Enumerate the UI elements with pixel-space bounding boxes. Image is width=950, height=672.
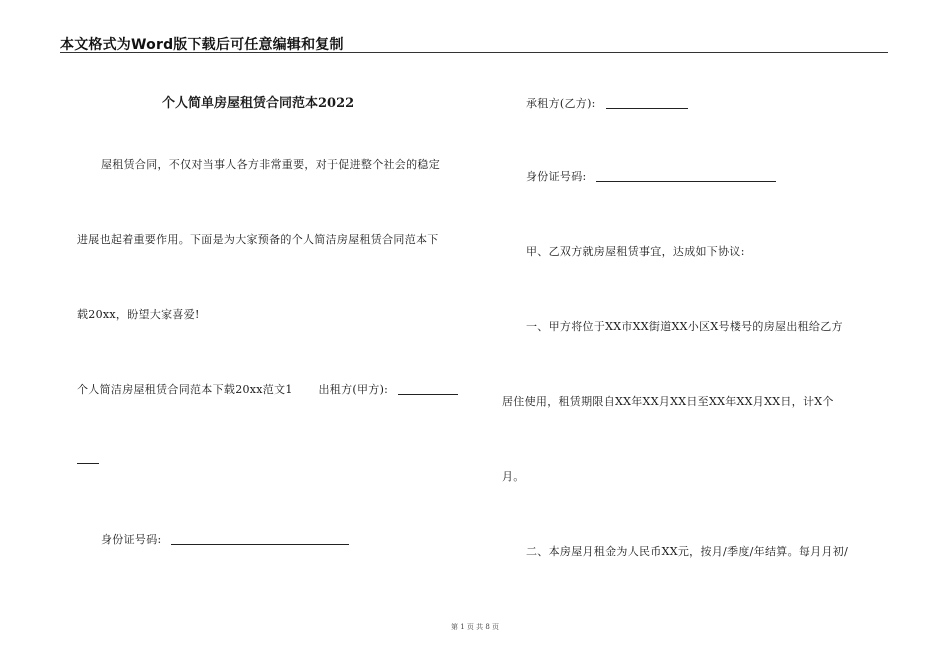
tenant-line — [526, 95, 688, 111]
page-footer: 第 1 页 共 8 页 — [450, 623, 500, 631]
landlord-blank-continuation — [77, 463, 99, 464]
paragraph-line: 载20xx，盼望大家喜爱! — [77, 308, 200, 321]
clause-line: 居住使用，租赁期限自XX年XX月XX日至XX年XX月XX日，计X个 — [502, 395, 834, 408]
agreement-intro: 甲、乙双方就房屋租赁事宜，达成如下协议: — [526, 245, 745, 258]
banner-divider — [60, 52, 888, 53]
landlord-label: 出租方(甲方): — [318, 383, 389, 396]
sample-title-line — [77, 381, 458, 397]
landlord-blank — [398, 383, 458, 395]
clause-line: 月。 — [502, 470, 525, 483]
paragraph-line: 屋租赁合同，不仅对当事人各方非常重要，对于促进整个社会的稳定 — [101, 158, 440, 171]
tenant-blank — [606, 97, 688, 109]
tenant-label: 承租方(乙方): — [526, 97, 596, 110]
sample-title: 个人简洁房屋租赁合同范本下载20xx范文1 — [77, 383, 293, 396]
document-banner: 本文格式为Word版下载后可任意编辑和复制 — [60, 37, 344, 53]
id-label: 身份证号码: — [101, 533, 162, 546]
clause-line: 一、甲方将位于XX市XX街道XX小区X号楼号的房屋出租给乙方 — [526, 320, 843, 333]
tenant-id-label: 身份证号码: — [526, 170, 587, 183]
id-blank — [171, 533, 349, 545]
clause-line: 二、本房屋月租金为人民币XX元，按月/季度/年结算。每月月初/ — [526, 545, 849, 558]
paragraph-line: 进展也起着重要作用。下面是为大家预备的个人简洁房屋租赁合同范本下 — [77, 233, 439, 246]
document-title: 个人简单房屋租赁合同范本2022 — [162, 96, 355, 111]
id-line — [101, 531, 349, 547]
tenant-id-line — [526, 168, 776, 184]
tenant-id-blank — [596, 170, 776, 182]
